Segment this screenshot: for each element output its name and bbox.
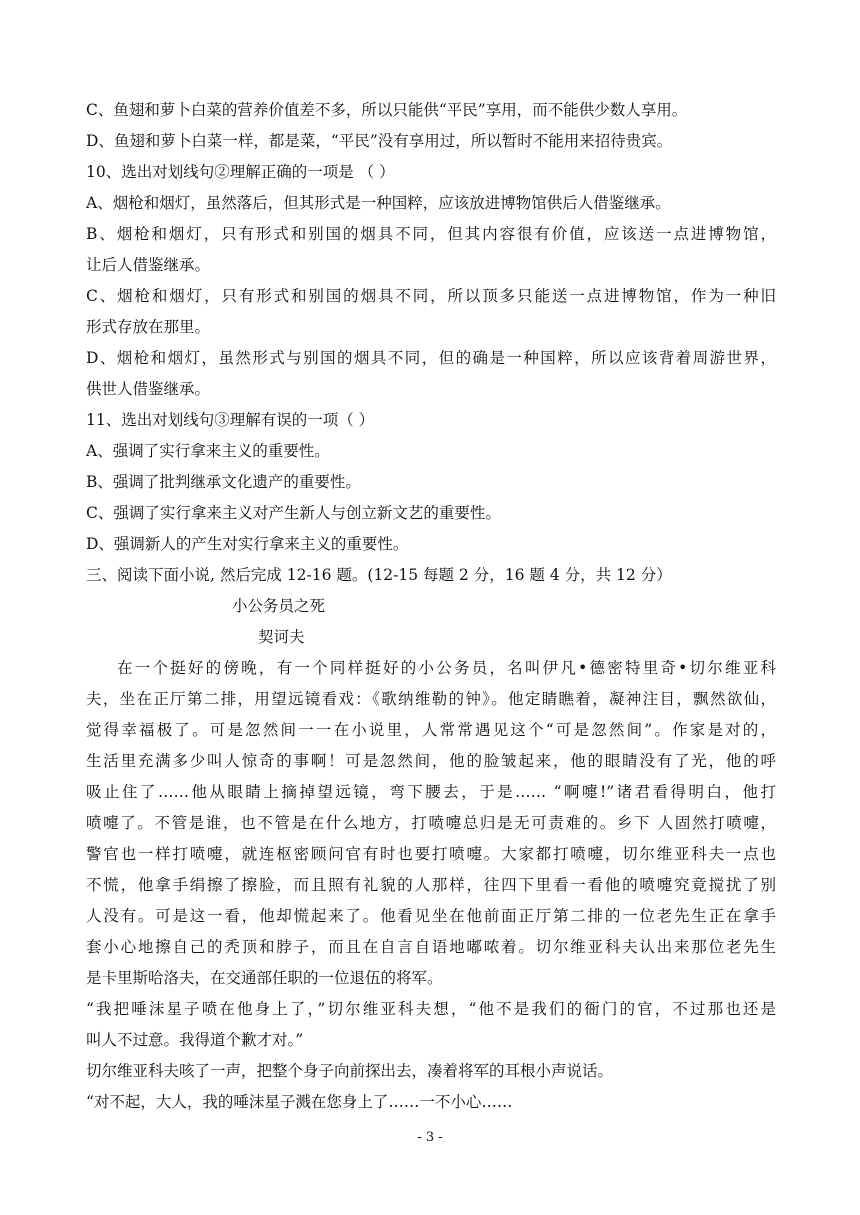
story-paragraph-line: 夫，坐在正厅第二排，用望远镜看戏：《歌纳维勒的钟》。他定睛瞧着，凝神注目，飘然欲仙， xyxy=(86,690,776,708)
story-paragraph-line: 警官也一样打喷嚏，就连枢密顾问官有时也要打喷嚏。大家都打喷嚏，切尔维亚科夫一点也 xyxy=(86,845,776,863)
section-three-heading: 三、阅读下面小说, 然后完成 12-16 题。(12-15 每题 2 分，16 题 4 分，共 12 分） xyxy=(86,566,672,584)
story-paragraph-line: 是卡里斯哈洛夫，在交通部任职的一位退伍的将军。 xyxy=(86,969,443,987)
option-b-10-cont: 让后人借鉴继承。 xyxy=(86,256,211,274)
option-d-10: D、烟枪和烟灯，虽然形式与别国的烟具不同，但的确是一种国粹，所以应该背着周游世界， xyxy=(86,349,776,367)
page-number: - 3 - xyxy=(417,1130,443,1145)
story-paragraph-line: 喷嚏了。不管是谁，也不管是在什么地方，打喷嚏总归是无可责难的。乡下 人固然打喷嚏， xyxy=(86,814,776,832)
story-dialogue-line: “我把唾沫星子喷在他身上了，”切尔维亚科夫想，“他不是我们的衙门的官，不过那也还是 xyxy=(86,1000,776,1018)
story-paragraph-line: 生活里充满多少叫人惊奇的事啊！可是忽然间，他的脸皱起来，他的眼睛没有了光，他的呼 xyxy=(86,752,776,770)
story-paragraph-line: 吸止住了……他从眼睛上摘掉望远镜，弯下腰去，于是…… “啊嚏!”诸君看得明白，他打 xyxy=(86,783,776,801)
option-b-11: B、强调了批判继承文化遗产的重要性。 xyxy=(86,473,361,491)
story-paragraph-line: 人没有。可是这一看，他却慌起来了。他看见坐在他前面正厅第二排的一位老先生正在拿手 xyxy=(86,907,776,925)
story-dialogue-line: 叫人不过意。我得道个歉才对。” xyxy=(86,1031,304,1049)
option-c-10-cont: 形式存放在那里。 xyxy=(86,318,211,336)
option-a-10: A、烟枪和烟灯，虽然落后，但其形式是一种国粹，应该放进博物馆供后人借鉴继承。 xyxy=(86,194,671,212)
story-title: 小公务员之死 xyxy=(232,597,326,615)
story-narration-line: 切尔维亚科夫咳了一声，把整个身子向前探出去，凑着将军的耳根小声说话。 xyxy=(86,1062,614,1080)
option-c-11: C、强调了实行拿来主义对产生新人与创立新文艺的重要性。 xyxy=(86,504,501,522)
story-paragraph-line: 在一个挺好的傍晚，有一个同样挺好的小公务员，名叫伊凡•德密特里奇•切尔维亚科 xyxy=(117,659,776,677)
story-author: 契诃夫 xyxy=(258,628,305,646)
story-paragraph-line: 不慌，他拿手绢擦了擦脸，而且照有礼貌的人那样，往四下里看一看他的喷嚏究竟搅扰了别 xyxy=(86,876,776,894)
option-d-11: D、强调新人的产生对实行拿来主义的重要性。 xyxy=(86,535,409,553)
story-paragraph-line: 觉得幸福极了。可是忽然间一一在小说里，人常常遇见这个“可是忽然间”。作家是对的， xyxy=(86,721,776,739)
story-dialogue-line: “对不起，大人，我的唾沫星子溅在您身上了……一不小心…… xyxy=(86,1093,513,1111)
story-paragraph-line: 套小心地擦自己的秃顶和脖子，而且在自言自语地嘟哝着。切尔维亚科夫认出来那位老先生 xyxy=(86,938,776,956)
option-c-9: C、鱼翅和萝卜白菜的营养价值差不多，所以只能供“平民”享用，而不能供少数人享用。 xyxy=(86,101,688,119)
option-c-10: C、烟枪和烟灯，只有形式和别国的烟具不同，所以顶多只能送一点进博物馆，作为一种旧 xyxy=(86,287,776,305)
option-d-9: D、鱼翅和萝卜白菜一样，都是菜，“平民”没有享用过，所以暂时不能用来招待贵宾。 xyxy=(86,132,673,150)
option-d-10-cont: 供世人借鉴继承。 xyxy=(86,380,211,398)
question-10: 10、选出对划线句②理解正确的一项是 （ ） xyxy=(86,163,395,181)
option-b-10: B、烟枪和烟灯，只有形式和别国的烟具不同，但其内容很有价值，应该送一点进博物馆， xyxy=(86,225,776,243)
option-a-11: A、强调了实行拿来主义的重要性。 xyxy=(86,442,330,460)
question-11: 11、选出对划线句③理解有误的一项（ ） xyxy=(86,411,375,429)
